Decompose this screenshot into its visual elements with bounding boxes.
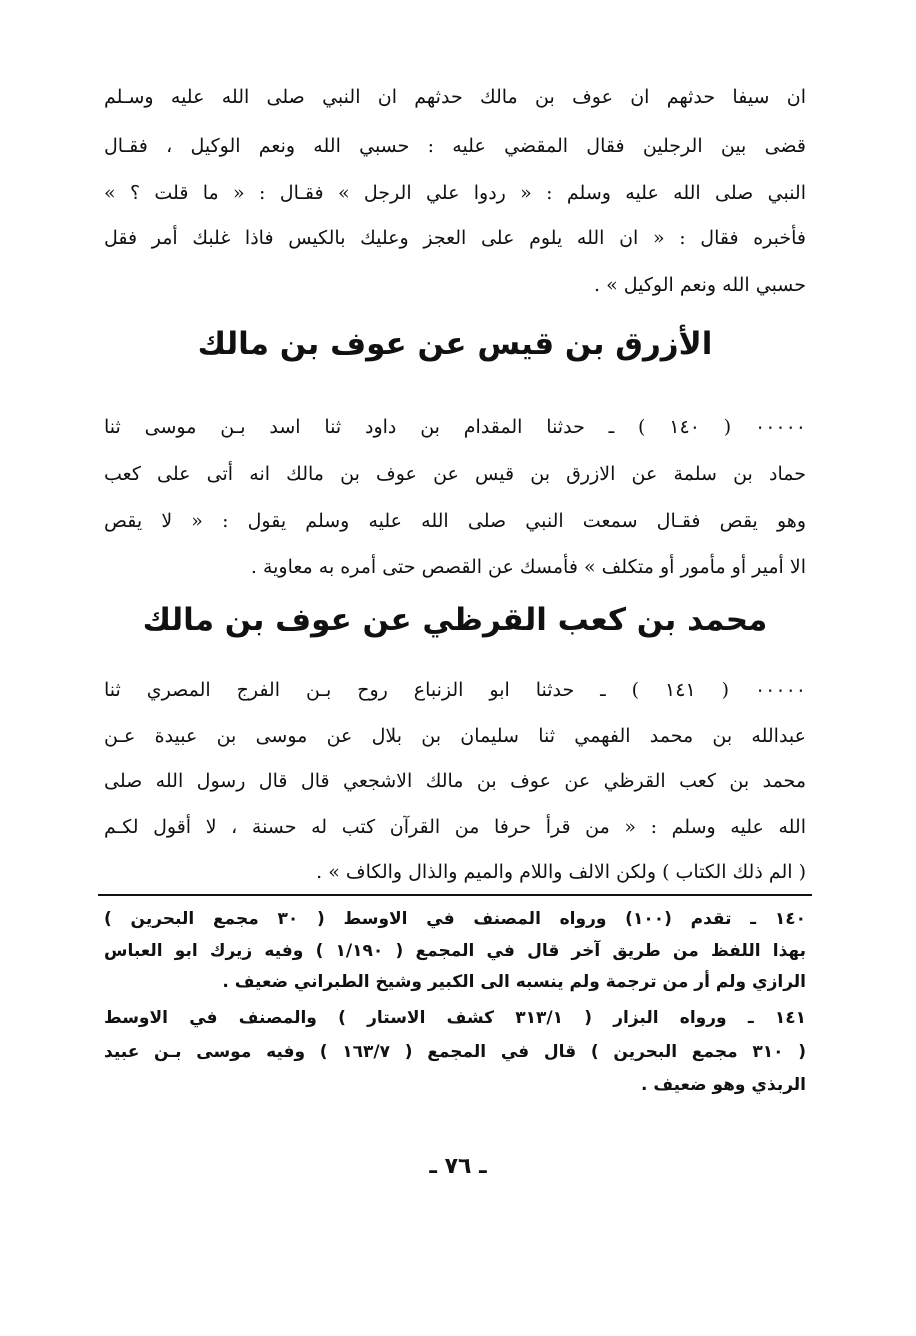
section-2-line-2: عبدالله بن محمد الفهمي ثنا سليمان بن بلال عن موسى بن عبيدة عـن xyxy=(104,725,806,747)
footnote-line-4: ١٤١ ـ ورواه البزار ( ٣١٣/١ كشف الاستار ) والمصنف في الاوسط xyxy=(104,1008,806,1028)
section-1-line-1: ٠٠٠٠٠ ( ١٤٠ ) ـ حدثنا المقدام بن داود ثنا اسد بـن موسى ثنا xyxy=(104,416,806,438)
intro-line-4: فأخبره فقال : « ان الله يلوم على العجز وعليك بالكيس فاذا غلبك أمر فقل xyxy=(104,227,806,249)
intro-line-3: النبي صلى الله عليه وسلم : « ردوا علي الرجل » فقـال : « ما قلت ؟ » xyxy=(104,182,806,204)
intro-line-5: حسبي الله ونعم الوكيل » . xyxy=(594,274,806,296)
section-1-title: الأزرق بن قيس عن عوف بن مالك xyxy=(197,326,713,362)
section-2-line-3: محمد بن كعب القرظي عن عوف بن مالك الاشجعي قال قال رسول الله صلى xyxy=(104,770,806,792)
section-2-line-1: ٠٠٠٠٠ ( ١٤١ ) ـ حدثنا ابو الزنباع روح بـن الفرج المصري ثنا xyxy=(104,679,806,701)
section-1-line-3: وهو يقص فقـال سمعت النبي صلى الله عليه وسلم يقول : « لا يقص xyxy=(104,510,806,532)
page-number: ـ ٧٦ ـ xyxy=(429,1154,487,1179)
footnote-line-1: ١٤٠ ـ تقدم (١٠٠) ورواه المصنف في الاوسط ( ٣٠ مجمع البحرين ) xyxy=(104,909,806,929)
footnote-line-3: الرازي ولم أر من ترجمة ولم ينسبه الى الكبير وشيخ الطبراني ضعيف . xyxy=(222,972,806,992)
section-1-line-2: حماد بن سلمة عن الازرق بن قيس عن عوف بن مالك انه أتى على كعب xyxy=(104,463,806,485)
footnote-line-2: بهذا اللفظ من طريق آخر قال في المجمع ( ١/١٩٠ ) وفيه زيرك ابو العباس xyxy=(104,941,806,961)
section-2-line-5: ( الم ذلك الكتاب ) ولكن الالف واللام والميم والذال والكاف » . xyxy=(316,861,806,883)
footnote-divider xyxy=(98,894,812,896)
section-2-title: محمد بن كعب القرظي عن عوف بن مالك xyxy=(142,602,768,638)
footnote-line-6: الربذي وهو ضعيف . xyxy=(640,1075,806,1095)
intro-line-1: ان سيفا حدثهم ان عوف بن مالك حدثهم ان النبي صلى الله عليه وسـلم xyxy=(104,86,806,108)
section-2-line-4: الله عليه وسلم : « من قرأ حرفا من القرآن كتب له حسنة ، لا أقول لكـم xyxy=(104,816,806,838)
section-1-line-4: الا أمير أو مأمور أو متكلف » فأمسك عن القصص حتى أمره به معاوية . xyxy=(250,556,806,578)
intro-line-2: قضى بين الرجلين فقال المقضي عليه : حسبي الله ونعم الوكيل ، فقـال xyxy=(104,135,806,157)
footnote-line-5: ( ٣١٠ مجمع البحرين ) قال في المجمع ( ١٦٣/٧ ) وفيه موسى بـن عبيد xyxy=(104,1042,806,1062)
